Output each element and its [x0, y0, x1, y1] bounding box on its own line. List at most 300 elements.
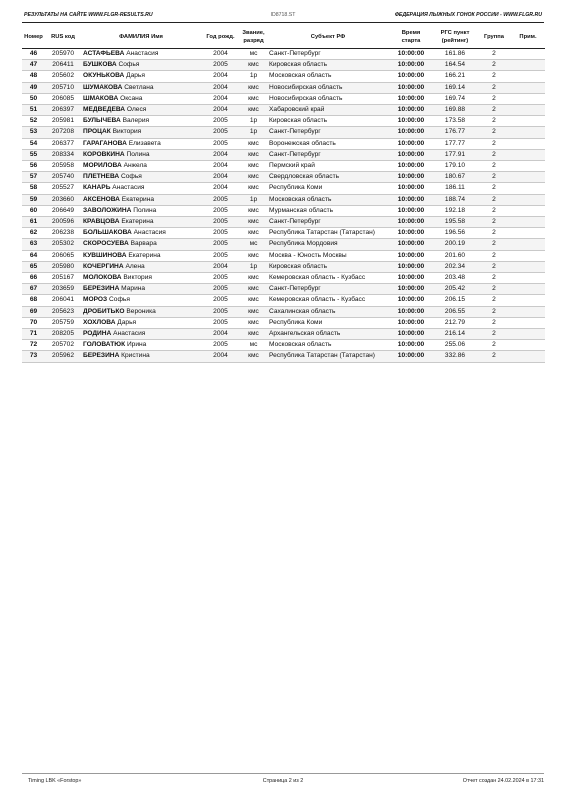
cell-number: 61 — [22, 217, 45, 228]
col-name: ФАМИЛИЯ Имя — [81, 27, 201, 49]
cell-note — [511, 172, 545, 183]
athlete-last-name: ПЛЕТНЕВА — [83, 173, 120, 181]
cell-number: 63 — [22, 239, 45, 250]
table-row — [22, 284, 545, 295]
athlete-first-name: Полина — [133, 206, 157, 214]
cell-note — [511, 205, 545, 216]
table-row — [22, 273, 545, 284]
table-row — [22, 172, 545, 183]
cell-rank: мс — [240, 239, 267, 250]
cell-rus-code: 205602 — [45, 71, 81, 82]
athlete-first-name: Софья — [118, 61, 140, 69]
cell-note — [511, 149, 545, 160]
cell-start-time: 10:00:00 — [389, 49, 433, 60]
table-row — [22, 329, 545, 340]
cell-birth-year: 2005 — [201, 273, 240, 284]
col-start-time: Время старта — [389, 27, 433, 49]
cell-region: Кемеровская область - Кузбасс — [267, 295, 389, 306]
cell-region: Республика Татарстан (Татарстан) — [267, 228, 389, 239]
cell-note — [511, 250, 545, 261]
cell-start-time: 10:00:00 — [389, 295, 433, 306]
table-row — [22, 116, 545, 127]
cell-region: Кировская область — [267, 116, 389, 127]
cell-rus-code: 203660 — [45, 194, 81, 205]
cell-group: 2 — [477, 149, 511, 160]
cell-note — [511, 317, 545, 328]
cell-region: Республика Татарстан (Татарстан) — [267, 351, 389, 362]
cell-note — [511, 183, 545, 194]
table-row — [22, 340, 545, 351]
cell-note — [511, 261, 545, 272]
athlete-last-name: БУЛЫЧЕВА — [83, 117, 121, 125]
cell-start-time: 10:00:00 — [389, 317, 433, 328]
cell-rank: кмс — [240, 250, 267, 261]
cell-start-time: 10:00:00 — [389, 329, 433, 340]
cell-name — [81, 329, 201, 340]
cell-rus-code: 205167 — [45, 273, 81, 284]
results-site-link[interactable]: РЕЗУЛЬТАТЫ НА САЙТЕ WWW.FLGR-RESULTS.RU — [24, 12, 153, 18]
athlete-last-name: КОРОВКИНА — [83, 150, 125, 158]
cell-points: 164.54 — [433, 60, 477, 71]
cell-birth-year: 2004 — [201, 49, 240, 60]
cell-points: 166.21 — [433, 71, 477, 82]
cell-points: 169.14 — [433, 82, 477, 93]
cell-name — [81, 172, 201, 183]
cell-birth-year: 2005 — [201, 194, 240, 205]
table-row — [22, 250, 545, 261]
cell-note — [511, 194, 545, 205]
cell-group: 2 — [477, 138, 511, 149]
athlete-first-name: Вероника — [126, 307, 156, 315]
cell-points: 255.06 — [433, 340, 477, 351]
cell-birth-year: 2004 — [201, 161, 240, 172]
cell-region: Кировская область — [267, 60, 389, 71]
table-row — [22, 60, 545, 71]
cell-rus-code: 205623 — [45, 306, 81, 317]
athlete-last-name: СКОРОСУЕВА — [83, 240, 129, 248]
cell-note — [511, 273, 545, 284]
athlete-last-name: МОРОЗ — [83, 296, 108, 304]
cell-birth-year: 2004 — [201, 351, 240, 362]
cell-rank: кмс — [240, 82, 267, 93]
cell-number: 60 — [22, 205, 45, 216]
cell-birth-year: 2005 — [201, 138, 240, 149]
table-row — [22, 295, 545, 306]
cell-number: 53 — [22, 127, 45, 138]
cell-number: 68 — [22, 295, 45, 306]
table-row — [22, 93, 545, 104]
cell-number: 52 — [22, 116, 45, 127]
col-rank: Звание, разряд — [240, 27, 267, 49]
cell-rus-code: 206377 — [45, 138, 81, 149]
cell-rank: кмс — [240, 306, 267, 317]
cell-rus-code: 206649 — [45, 205, 81, 216]
athlete-last-name: КАНАРЬ — [83, 184, 111, 192]
cell-rank: кмс — [240, 273, 267, 284]
athlete-last-name: ПРОЦАК — [83, 128, 111, 136]
cell-note — [511, 116, 545, 127]
cell-region: Новосибирская область — [267, 82, 389, 93]
cell-rus-code: 205759 — [45, 317, 81, 328]
cell-region: Санкт-Петербург — [267, 127, 389, 138]
cell-points: 206.55 — [433, 306, 477, 317]
cell-group: 2 — [477, 284, 511, 295]
cell-group: 2 — [477, 93, 511, 104]
table-row — [22, 205, 545, 216]
cell-group: 2 — [477, 239, 511, 250]
cell-points: 177.77 — [433, 138, 477, 149]
cell-rus-code: 208334 — [45, 149, 81, 160]
cell-rank: кмс — [240, 161, 267, 172]
athlete-last-name: ГОЛОВАТЮК — [83, 341, 126, 349]
cell-rank: кмс — [240, 172, 267, 183]
cell-rank: кмс — [240, 183, 267, 194]
cell-rank: 1р — [240, 71, 267, 82]
page-number: Страница 2 из 2 — [262, 778, 304, 784]
cell-rank: мс — [240, 49, 267, 60]
cell-start-time: 10:00:00 — [389, 250, 433, 261]
cell-number: 58 — [22, 183, 45, 194]
cell-start-time: 10:00:00 — [389, 205, 433, 216]
cell-number: 57 — [22, 172, 45, 183]
cell-note — [511, 138, 545, 149]
cell-start-time: 10:00:00 — [389, 239, 433, 250]
cell-points: 161.86 — [433, 49, 477, 60]
cell-points: 169.74 — [433, 93, 477, 104]
cell-rus-code: 206065 — [45, 250, 81, 261]
cell-rank: кмс — [240, 205, 267, 216]
athlete-last-name: МОРИЛОВА — [83, 162, 122, 170]
cell-region: Республика Коми — [267, 183, 389, 194]
cell-region: Республика Коми — [267, 317, 389, 328]
cell-name — [81, 295, 201, 306]
cell-note — [511, 93, 545, 104]
cell-group: 2 — [477, 295, 511, 306]
athlete-last-name: КОЧЕРГИНА — [83, 262, 124, 270]
cell-name — [81, 49, 201, 60]
cell-start-time: 10:00:00 — [389, 71, 433, 82]
col-birth-year: Год рожд. — [201, 27, 240, 49]
cell-name — [81, 149, 201, 160]
cell-start-time: 10:00:00 — [389, 116, 433, 127]
athlete-first-name: Виктория — [123, 274, 152, 282]
athlete-last-name: ГАРАГАНОВА — [83, 139, 127, 147]
cell-region: Санкт-Петербург — [267, 284, 389, 295]
cell-region: Санкт-Петербург — [267, 149, 389, 160]
cell-rank: кмс — [240, 60, 267, 71]
cell-rus-code: 205740 — [45, 172, 81, 183]
col-points: РГС пункт (рейтинг) — [433, 27, 477, 49]
cell-rus-code: 207208 — [45, 127, 81, 138]
cell-number: 70 — [22, 317, 45, 328]
cell-name — [81, 317, 201, 328]
cell-birth-year: 2005 — [201, 60, 240, 71]
cell-name — [81, 351, 201, 362]
athlete-first-name: Екатерина — [121, 195, 155, 203]
table-row — [22, 183, 545, 194]
cell-name — [81, 284, 201, 295]
table-row — [22, 105, 545, 116]
cell-group: 2 — [477, 217, 511, 228]
cell-name — [81, 194, 201, 205]
cell-group: 2 — [477, 351, 511, 362]
cell-birth-year: 2004 — [201, 71, 240, 82]
cell-region: Санкт-Петербург — [267, 217, 389, 228]
cell-region: Санкт-Петербург — [267, 49, 389, 60]
cell-number: 46 — [22, 49, 45, 60]
cell-points: 179.10 — [433, 161, 477, 172]
cell-start-time: 10:00:00 — [389, 261, 433, 272]
cell-start-time: 10:00:00 — [389, 127, 433, 138]
cell-group: 2 — [477, 306, 511, 317]
cell-name — [81, 183, 201, 194]
cell-region: Республика Мордовия — [267, 239, 389, 250]
cell-group: 2 — [477, 250, 511, 261]
cell-rus-code: 205302 — [45, 239, 81, 250]
cell-rank: кмс — [240, 217, 267, 228]
cell-rank: мс — [240, 340, 267, 351]
athlete-last-name: МОЛОКОВА — [83, 274, 122, 282]
table-row — [22, 127, 545, 138]
cell-start-time: 10:00:00 — [389, 194, 433, 205]
cell-rank: 1р — [240, 261, 267, 272]
cell-birth-year: 2004 — [201, 105, 240, 116]
table-row — [22, 306, 545, 317]
cell-number: 64 — [22, 250, 45, 261]
athlete-last-name: БУШКОВА — [83, 61, 117, 69]
col-note: Прим. — [511, 27, 545, 49]
athlete-last-name: ДРОБИТЬКО — [83, 307, 125, 315]
cell-birth-year: 2005 — [201, 340, 240, 351]
cell-region: Кировская область — [267, 261, 389, 272]
athlete-first-name: Елизавета — [128, 139, 161, 147]
cell-note — [511, 228, 545, 239]
cell-rus-code: 200596 — [45, 217, 81, 228]
cell-number: 67 — [22, 284, 45, 295]
cell-birth-year: 2004 — [201, 172, 240, 183]
cell-rank: кмс — [240, 149, 267, 160]
athlete-last-name: ШМАКОВА — [83, 94, 119, 102]
cell-region: Архангельская область — [267, 329, 389, 340]
table-row — [22, 217, 545, 228]
cell-rus-code: 205962 — [45, 351, 81, 362]
cell-name — [81, 60, 201, 71]
cell-number: 65 — [22, 261, 45, 272]
timing-credit: Timing LBK «Forstop» — [28, 778, 82, 784]
cell-rank: кмс — [240, 317, 267, 328]
cell-note — [511, 49, 545, 60]
federation-site-link[interactable]: ФЕДЕРАЦИЯ ЛЫЖНЫХ ГОНОК РОССИИ - WWW.FLGR.RU — [394, 12, 542, 18]
cell-points: 202.34 — [433, 261, 477, 272]
cell-name — [81, 217, 201, 228]
cell-start-time: 10:00:00 — [389, 82, 433, 93]
cell-points: 201.60 — [433, 250, 477, 261]
athlete-first-name: Кристина — [121, 352, 150, 360]
cell-rus-code: 205970 — [45, 49, 81, 60]
cell-birth-year: 2004 — [201, 329, 240, 340]
cell-points: 177.91 — [433, 149, 477, 160]
report-timestamp: Отчет создан 24.02.2024 в 17:31 — [462, 778, 544, 784]
table-row — [22, 149, 545, 160]
cell-note — [511, 71, 545, 82]
athlete-last-name: КРАВЦОВА — [83, 218, 120, 226]
table-row — [22, 228, 545, 239]
cell-birth-year: 2005 — [201, 295, 240, 306]
cell-group: 2 — [477, 340, 511, 351]
athlete-first-name: Варвара — [130, 240, 157, 248]
cell-start-time: 10:00:00 — [389, 138, 433, 149]
cell-rus-code: 206397 — [45, 105, 81, 116]
cell-birth-year: 2004 — [201, 261, 240, 272]
cell-start-time: 10:00:00 — [389, 340, 433, 351]
cell-name — [81, 340, 201, 351]
cell-birth-year: 2005 — [201, 250, 240, 261]
cell-number: 56 — [22, 161, 45, 172]
athlete-last-name: БЕРЕЗИНА — [83, 352, 120, 360]
cell-number: 66 — [22, 273, 45, 284]
cell-group: 2 — [477, 329, 511, 340]
cell-group: 2 — [477, 273, 511, 284]
athlete-first-name: Софья — [121, 173, 142, 181]
cell-rus-code: 208205 — [45, 329, 81, 340]
cell-region: Мурманская область — [267, 205, 389, 216]
athlete-first-name: Дарья — [117, 318, 137, 326]
table-row — [22, 49, 545, 60]
athlete-first-name: Марина — [121, 285, 146, 293]
cell-note — [511, 306, 545, 317]
cell-region: Московская область — [267, 194, 389, 205]
cell-points: 196.56 — [433, 228, 477, 239]
cell-points: 173.58 — [433, 116, 477, 127]
cell-rus-code: 205981 — [45, 116, 81, 127]
cell-start-time: 10:00:00 — [389, 306, 433, 317]
cell-rank: 1р — [240, 116, 267, 127]
cell-note — [511, 82, 545, 93]
start-list-table — [22, 27, 545, 363]
cell-region: Московская область — [267, 340, 389, 351]
col-rus-code: RUS код — [45, 27, 81, 49]
cell-number: 73 — [22, 351, 45, 362]
cell-number: 48 — [22, 71, 45, 82]
athlete-first-name: Светлана — [124, 83, 154, 91]
athlete-last-name: ШУМАКОВА — [83, 83, 123, 91]
page-header — [22, 10, 544, 22]
cell-birth-year: 2004 — [201, 82, 240, 93]
cell-points: 176.77 — [433, 127, 477, 138]
cell-rus-code: 206085 — [45, 93, 81, 104]
cell-points: 180.67 — [433, 172, 477, 183]
cell-note — [511, 60, 545, 71]
cell-rank: кмс — [240, 295, 267, 306]
cell-points: 186.11 — [433, 183, 477, 194]
cell-rus-code: 205710 — [45, 82, 81, 93]
athlete-first-name: Анастасия — [112, 184, 145, 192]
athlete-last-name: БЕРЕЗИНА — [83, 285, 120, 293]
cell-start-time: 10:00:00 — [389, 60, 433, 71]
table-row — [22, 194, 545, 205]
cell-rus-code: 205702 — [45, 340, 81, 351]
footer-divider — [22, 773, 544, 774]
cell-region: Москва - Юность Москвы — [267, 250, 389, 261]
cell-region: Сахалинская область — [267, 306, 389, 317]
cell-rank: кмс — [240, 105, 267, 116]
table-row — [22, 138, 545, 149]
cell-group: 2 — [477, 49, 511, 60]
cell-birth-year: 2005 — [201, 239, 240, 250]
athlete-last-name: АКСЕНОВА — [83, 195, 120, 203]
cell-note — [511, 105, 545, 116]
cell-name — [81, 161, 201, 172]
cell-start-time: 10:00:00 — [389, 183, 433, 194]
cell-points: 188.74 — [433, 194, 477, 205]
table-header-row — [22, 27, 545, 49]
cell-group: 2 — [477, 172, 511, 183]
cell-name — [81, 261, 201, 272]
cell-start-time: 10:00:00 — [389, 228, 433, 239]
page-footer — [22, 778, 544, 790]
athlete-first-name: Софья — [109, 296, 130, 304]
cell-rank: 1р — [240, 194, 267, 205]
cell-number: 47 — [22, 60, 45, 71]
cell-region: Московская область — [267, 71, 389, 82]
cell-name — [81, 239, 201, 250]
cell-birth-year: 2005 — [201, 205, 240, 216]
cell-name — [81, 205, 201, 216]
cell-start-time: 10:00:00 — [389, 149, 433, 160]
cell-note — [511, 340, 545, 351]
table-row — [22, 161, 545, 172]
cell-note — [511, 217, 545, 228]
athlete-last-name: ОКУНЬКОВА — [83, 72, 125, 80]
cell-birth-year: 2005 — [201, 284, 240, 295]
cell-rus-code: 205958 — [45, 161, 81, 172]
header-divider — [22, 22, 544, 23]
athlete-last-name: ХОХЛОВА — [83, 318, 116, 326]
cell-group: 2 — [477, 194, 511, 205]
table-row — [22, 351, 545, 362]
athlete-first-name: Анастасия — [126, 50, 159, 57]
cell-start-time: 10:00:00 — [389, 172, 433, 183]
cell-start-time: 10:00:00 — [389, 93, 433, 104]
athlete-first-name: Алена — [125, 262, 145, 270]
athlete-first-name: Ирина — [126, 341, 147, 349]
cell-rus-code: 206411 — [45, 60, 81, 71]
cell-name — [81, 82, 201, 93]
cell-name — [81, 105, 201, 116]
cell-points: 192.18 — [433, 205, 477, 216]
cell-name — [81, 250, 201, 261]
col-group: Группа — [477, 27, 511, 49]
cell-number: 50 — [22, 93, 45, 104]
cell-start-time: 10:00:00 — [389, 161, 433, 172]
cell-name — [81, 273, 201, 284]
athlete-first-name: Дарья — [126, 72, 145, 80]
cell-birth-year: 2005 — [201, 306, 240, 317]
cell-note — [511, 239, 545, 250]
cell-start-time: 10:00:00 — [389, 351, 433, 362]
cell-rank: кмс — [240, 329, 267, 340]
athlete-first-name: Екатерина — [128, 251, 161, 259]
cell-points: 200.19 — [433, 239, 477, 250]
cell-rank: кмс — [240, 228, 267, 239]
athlete-last-name: ЗАВОЛОЖИНА — [83, 206, 132, 214]
athlete-first-name: Анжела — [123, 162, 147, 170]
cell-birth-year: 2004 — [201, 183, 240, 194]
cell-points: 216.14 — [433, 329, 477, 340]
cell-note — [511, 284, 545, 295]
table-row — [22, 261, 545, 272]
cell-group: 2 — [477, 205, 511, 216]
